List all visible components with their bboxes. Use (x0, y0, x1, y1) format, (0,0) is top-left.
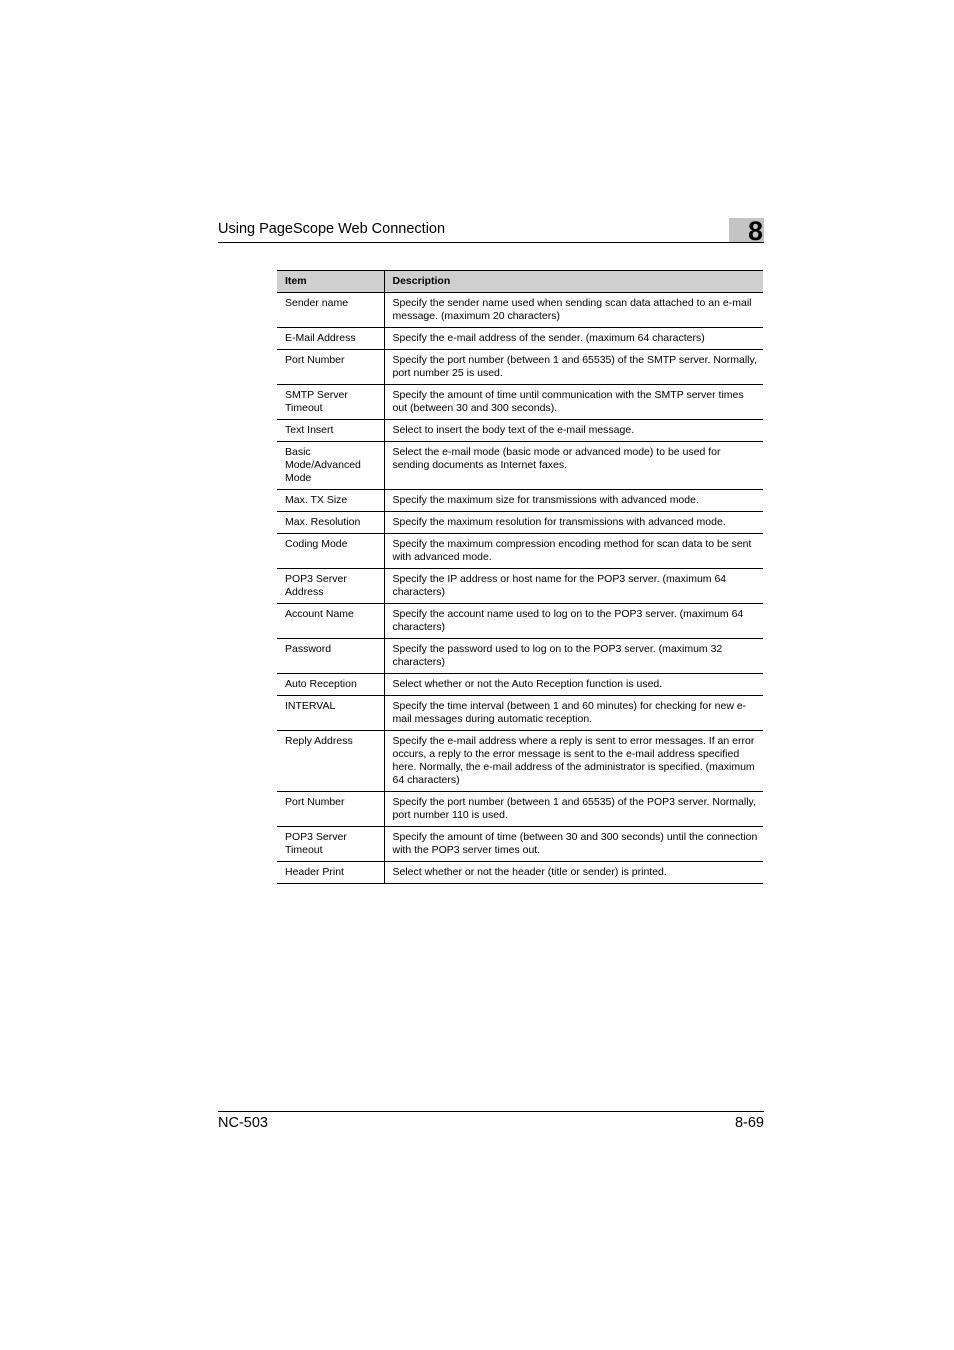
table-row (277, 385, 763, 420)
item-cell: INTERVAL (277, 696, 384, 731)
footer-divider (218, 1111, 764, 1112)
footer-model: NC-503 (218, 1115, 268, 1131)
description-cell: Select to insert the body text of the e-mail message. (384, 420, 763, 442)
footer-page-number: 8-69 (734, 1115, 764, 1131)
table-row (277, 731, 763, 792)
table-header-row (277, 271, 763, 293)
table-row (277, 490, 763, 512)
item-cell: Text Insert (277, 420, 384, 442)
description-cell: Select the e-mail mode (basic mode or advanced mode) to be used for sending documents as Internet faxes. (384, 442, 763, 490)
item-cell: Account Name (277, 604, 384, 639)
table-row (277, 862, 763, 884)
description-cell: Specify the password used to log on to the POP3 server. (maximum 32 characters) (384, 639, 763, 674)
item-cell: Coding Mode (277, 534, 384, 569)
description-cell: Specify the time interval (between 1 and 60 minutes) for checking for new e-mail messages during automatic reception. (384, 696, 763, 731)
table-row (277, 442, 763, 490)
table-row (277, 534, 763, 569)
item-cell: Header Print (277, 862, 384, 884)
item-cell: SMTP Server Timeout (277, 385, 384, 420)
description-cell: Specify the e-mail address where a reply is sent to error messages. If an error occurs, a reply to the error message is sent to the e-mail address specified here. Normally, the e-mail address of the administrator is specified. (maximum 64 characters) (384, 731, 763, 792)
table-row (277, 604, 763, 639)
description-cell: Select whether or not the Auto Reception function is used. (384, 674, 763, 696)
description-cell: Specify the port number (between 1 and 65535) of the POP3 server. Normally, port number 110 is used. (384, 792, 763, 827)
description-cell: Specify the account name used to log on to the POP3 server. (maximum 64 characters) (384, 604, 763, 639)
table-row (277, 328, 763, 350)
item-cell: Port Number (277, 350, 384, 385)
column-header-description: Description (384, 271, 763, 293)
item-cell: Reply Address (277, 731, 384, 792)
table-body (277, 293, 763, 884)
table-row (277, 696, 763, 731)
item-cell: Password (277, 639, 384, 674)
table-row (277, 420, 763, 442)
item-cell: POP3 Server Address (277, 569, 384, 604)
description-cell: Specify the sender name used when sending scan data attached to an e-mail message. (maximum 20 characters) (384, 293, 763, 328)
header-divider (218, 242, 764, 243)
table-row (277, 512, 763, 534)
item-cell: Basic Mode/Advanced Mode (277, 442, 384, 490)
description-cell: Select whether or not the header (title or sender) is printed. (384, 862, 763, 884)
table-row (277, 639, 763, 674)
table-row (277, 350, 763, 385)
description-cell: Specify the maximum compression encoding method for scan data to be sent with advanced mode. (384, 534, 763, 569)
table-row (277, 293, 763, 328)
column-header-item: Item (277, 271, 384, 293)
header-title: Using PageScope Web Connection (218, 221, 446, 237)
item-cell: POP3 Server Timeout (277, 827, 384, 862)
description-cell: Specify the port number (between 1 and 65535) of the SMTP server. Normally, port number 25 is used. (384, 350, 763, 385)
item-cell: Sender name (277, 293, 384, 328)
item-cell: Auto Reception (277, 674, 384, 696)
description-cell: Specify the maximum resolution for transmissions with advanced mode. (384, 512, 763, 534)
description-cell: Specify the amount of time (between 30 and 300 seconds) until the connection with the POP3 server times out. (384, 827, 763, 862)
chapter-tab (729, 216, 764, 246)
chapter-number: 8 (747, 216, 763, 246)
item-cell: Port Number (277, 792, 384, 827)
table-row (277, 792, 763, 827)
table-row (277, 569, 763, 604)
table-row (277, 827, 763, 862)
description-cell: Specify the maximum size for transmissions with advanced mode. (384, 490, 763, 512)
description-cell: Specify the IP address or host name for the POP3 server. (maximum 64 characters) (384, 569, 763, 604)
item-cell: Max. Resolution (277, 512, 384, 534)
settings-table (277, 270, 763, 884)
description-cell: Specify the amount of time until communication with the SMTP server times out (between 30 and 300 seconds). (384, 385, 763, 420)
item-cell: E-Mail Address (277, 328, 384, 350)
description-cell: Specify the e-mail address of the sender. (maximum 64 characters) (384, 328, 763, 350)
table-row (277, 674, 763, 696)
item-cell: Max. TX Size (277, 490, 384, 512)
